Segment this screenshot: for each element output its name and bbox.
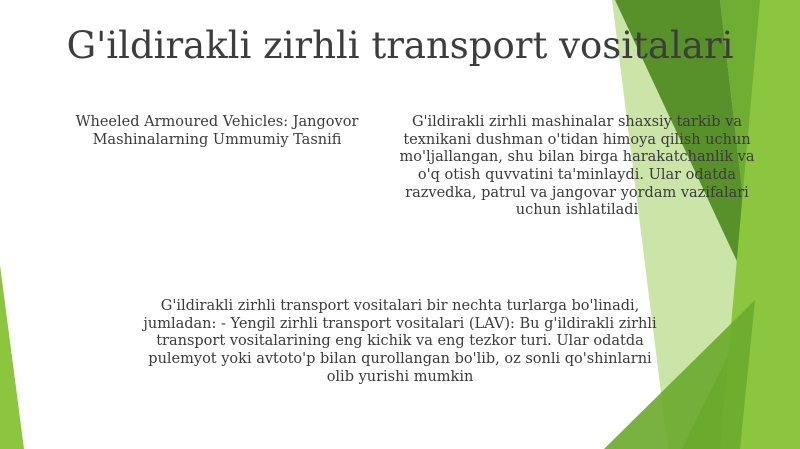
left-edge-shape	[0, 265, 24, 449]
slide-subtitle: Wheeled Armoured Vehicles: Jangovor Mashinalarning Ummumiy Tasnifi	[75, 114, 359, 148]
body-text: G'ildirakli zirhli transport vositalari bir nechta turlarga bo'linadi, jumladan: - Yengil zirhli transport vositalari (LAV): Bu g'ildirakli zirhli transport vositalarining eng kichik va eng tezkor turi. Ular odatda pulemyot yoki avtoto'p bilan qurollangan bo'lib, oz sonli qo'shinlarni olib yurishi mumkin	[143, 298, 657, 385]
description-text: G'ildirakli zirhli mashinalar shaxsiy tarkib va texnikani dushman o'tidan himoya qilish uchun mo'ljallangan, shu bilan birga harakatchanlik va o'q otish quvvatini ta'minlaydi. Ular odatda razvedka, patrul va jangovar yordam vazifalari uchun ishlatiladi	[399, 114, 755, 219]
slide-title: G'ildirakli zirhli transport vositalari	[66, 24, 734, 67]
